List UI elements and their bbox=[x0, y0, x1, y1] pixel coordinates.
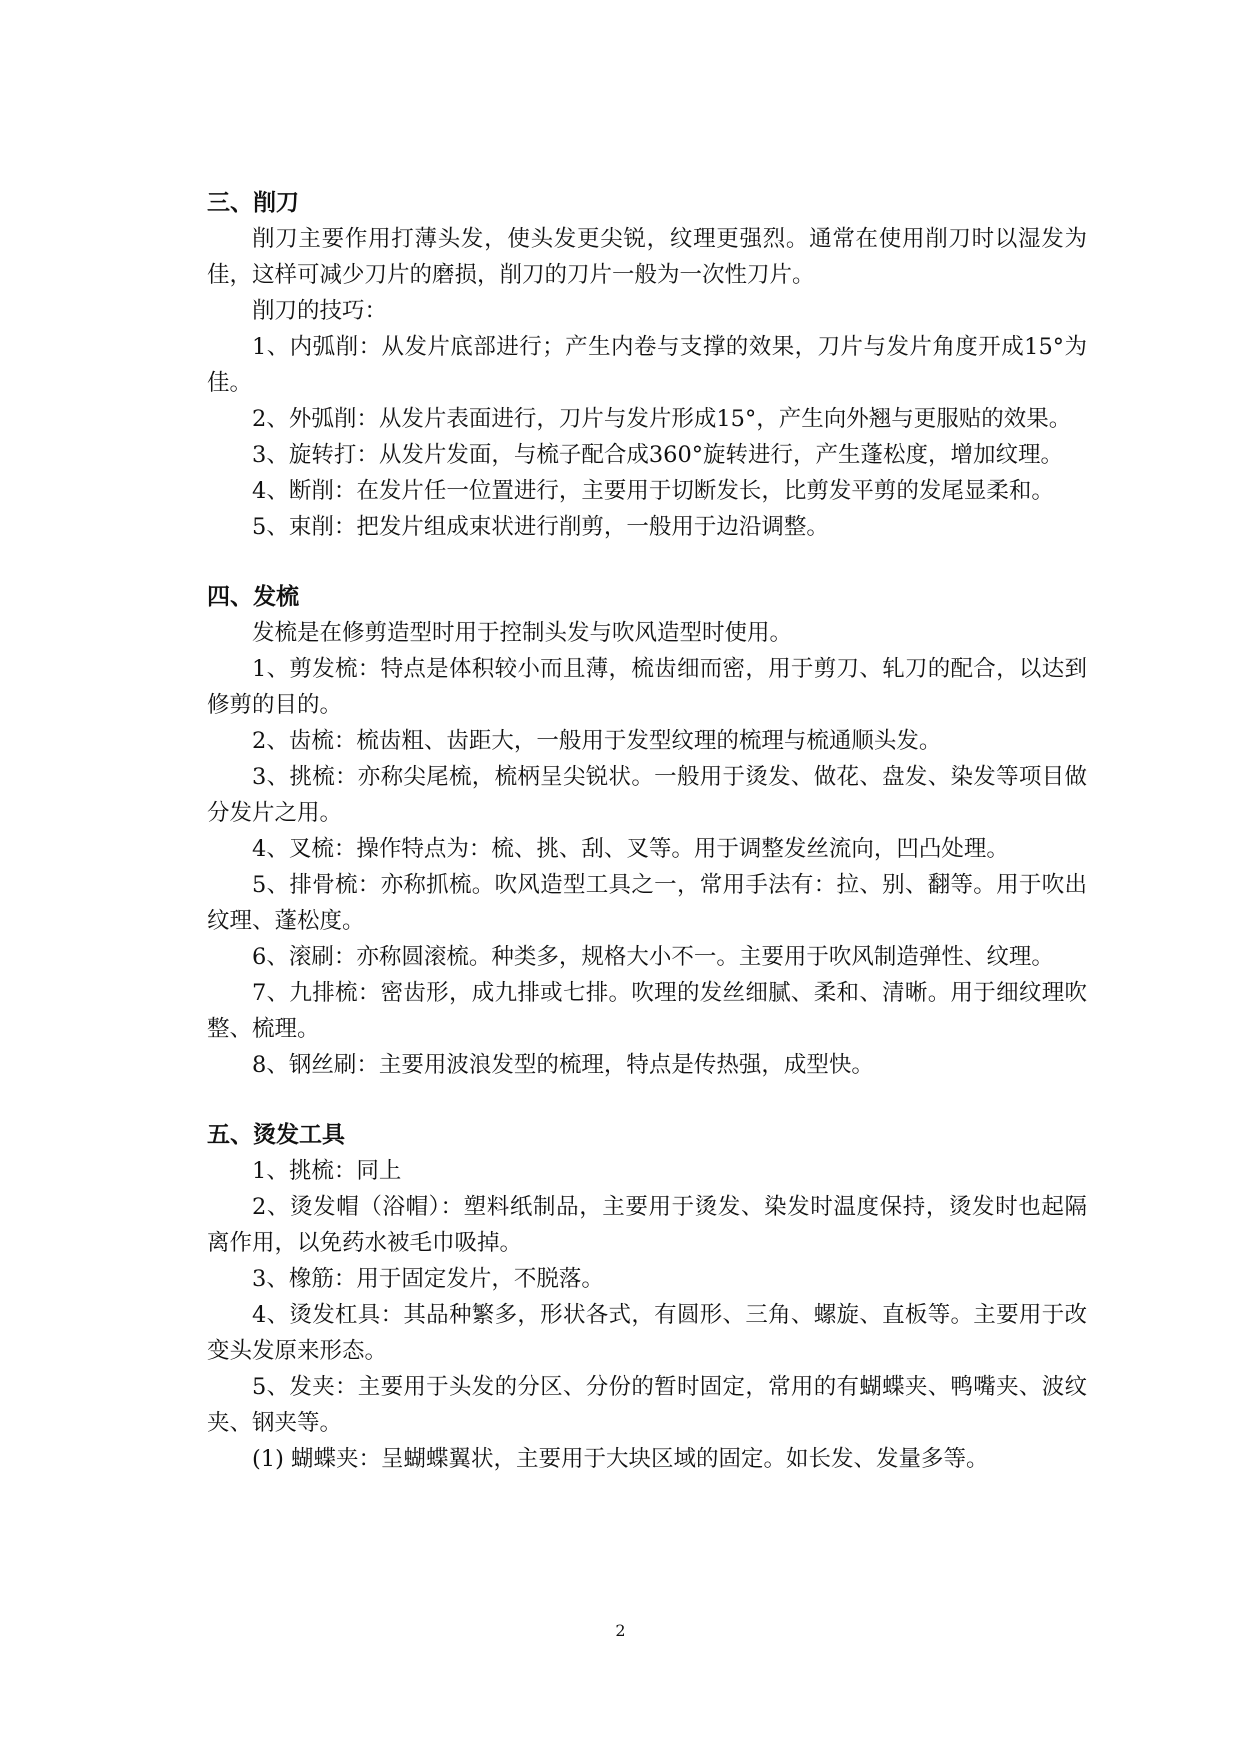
paragraph: 削刀主要作用打薄头发，使头发更尖锐，纹理更强烈。通常在使用削刀时以湿发为佳，这样可减少刀片的磨损，削刀的刀片一般为一次性刀片。 bbox=[207, 226, 1087, 288]
paragraph: 8、钢丝刷：主要用波浪发型的梳理，特点是传热强，成型快。 bbox=[252, 1052, 874, 1078]
paragraph: 5、排骨梳：亦称抓梳。吹风造型工具之一，常用手法有：拉、别、翻等。用于吹出纹理、蓬松度。 bbox=[207, 872, 1087, 934]
paragraph: 1、剪发梳：特点是体积较小而且薄，梳齿细而密，用于剪刀、轧刀的配合，以达到修剪的目的。 bbox=[207, 656, 1087, 718]
paragraph: 发梳是在修剪造型时用于控制头发与吹风造型时使用。 bbox=[252, 620, 793, 646]
document-body bbox=[207, 185, 1087, 1477]
section-combs bbox=[207, 579, 1087, 1083]
paragraph: 7、九排梳：密齿形，成九排或七排。吹理的发丝细腻、柔和、清晰。用于细纹理吹整、梳理。 bbox=[207, 980, 1087, 1042]
section-spacer bbox=[207, 545, 1087, 579]
paragraph: 削刀的技巧： bbox=[252, 298, 388, 324]
paragraph: 1、挑梳：同上 bbox=[252, 1158, 402, 1184]
paragraph: 6、滚刷：亦称圆滚梳。种类多，规格大小不一。主要用于吹风制造弹性、纹理。 bbox=[252, 944, 1054, 970]
paragraph: 3、旋转打：从发片发面，与梳子配合成360°旋转进行，产生蓬松度，增加纹理。 bbox=[252, 442, 1064, 468]
paragraph: (1) 蝴蝶夹：呈蝴蝶翼状，主要用于大块区域的固定。如长发、发量多等。 bbox=[252, 1446, 989, 1472]
paragraph: 2、齿梳：梳齿粗、齿距大，一般用于发型纹理的梳理与梳通顺头发。 bbox=[252, 728, 942, 754]
paragraph: 3、橡筋：用于固定发片，不脱落。 bbox=[252, 1266, 604, 1292]
page-number: 2 bbox=[615, 1621, 626, 1640]
paragraph: 4、叉梳：操作特点为：梳、挑、刮、叉等。用于调整发丝流向，凹凸处理。 bbox=[252, 836, 1009, 862]
section-shaving-razor bbox=[207, 185, 1087, 545]
section-perm-tools bbox=[207, 1117, 1087, 1477]
paragraph: 5、发夹：主要用于头发的分区、分份的暂时固定，常用的有蝴蝶夹、鸭嘴夹、波纹夹、钢夹等。 bbox=[207, 1374, 1087, 1436]
paragraph: 2、外弧削：从发片表面进行，刀片与发片形成15°，产生向外翘与更服贴的效果。 bbox=[252, 406, 1072, 432]
paragraph: 1、内弧削：从发片底部进行；产生内卷与支撑的效果，刀片与发片角度开成15°为佳。 bbox=[207, 334, 1087, 396]
paragraph: 4、烫发杠具：其品种繁多，形状各式，有圆形、三角、螺旋、直板等。主要用于改变头发原来形态。 bbox=[207, 1302, 1087, 1364]
paragraph: 5、束削：把发片组成束状进行削剪，一般用于边沿调整。 bbox=[252, 514, 829, 540]
paragraph: 2、烫发帽（浴帽）：塑料纸制品，主要用于烫发、染发时温度保持，烫发时也起隔离作用，以免药水被毛巾吸掉。 bbox=[207, 1194, 1087, 1256]
section-spacer bbox=[207, 1083, 1087, 1117]
section-heading: 三、削刀 bbox=[207, 189, 299, 216]
paragraph: 3、挑梳：亦称尖尾梳，梳柄呈尖锐状。一般用于烫发、做花、盘发、染发等项目做分发片之用。 bbox=[207, 764, 1087, 826]
section-heading: 五、烫发工具 bbox=[207, 1121, 345, 1148]
paragraph: 4、断削：在发片任一位置进行，主要用于切断发长，比剪发平剪的发尾显柔和。 bbox=[252, 478, 1054, 504]
section-heading: 四、发梳 bbox=[207, 583, 299, 610]
